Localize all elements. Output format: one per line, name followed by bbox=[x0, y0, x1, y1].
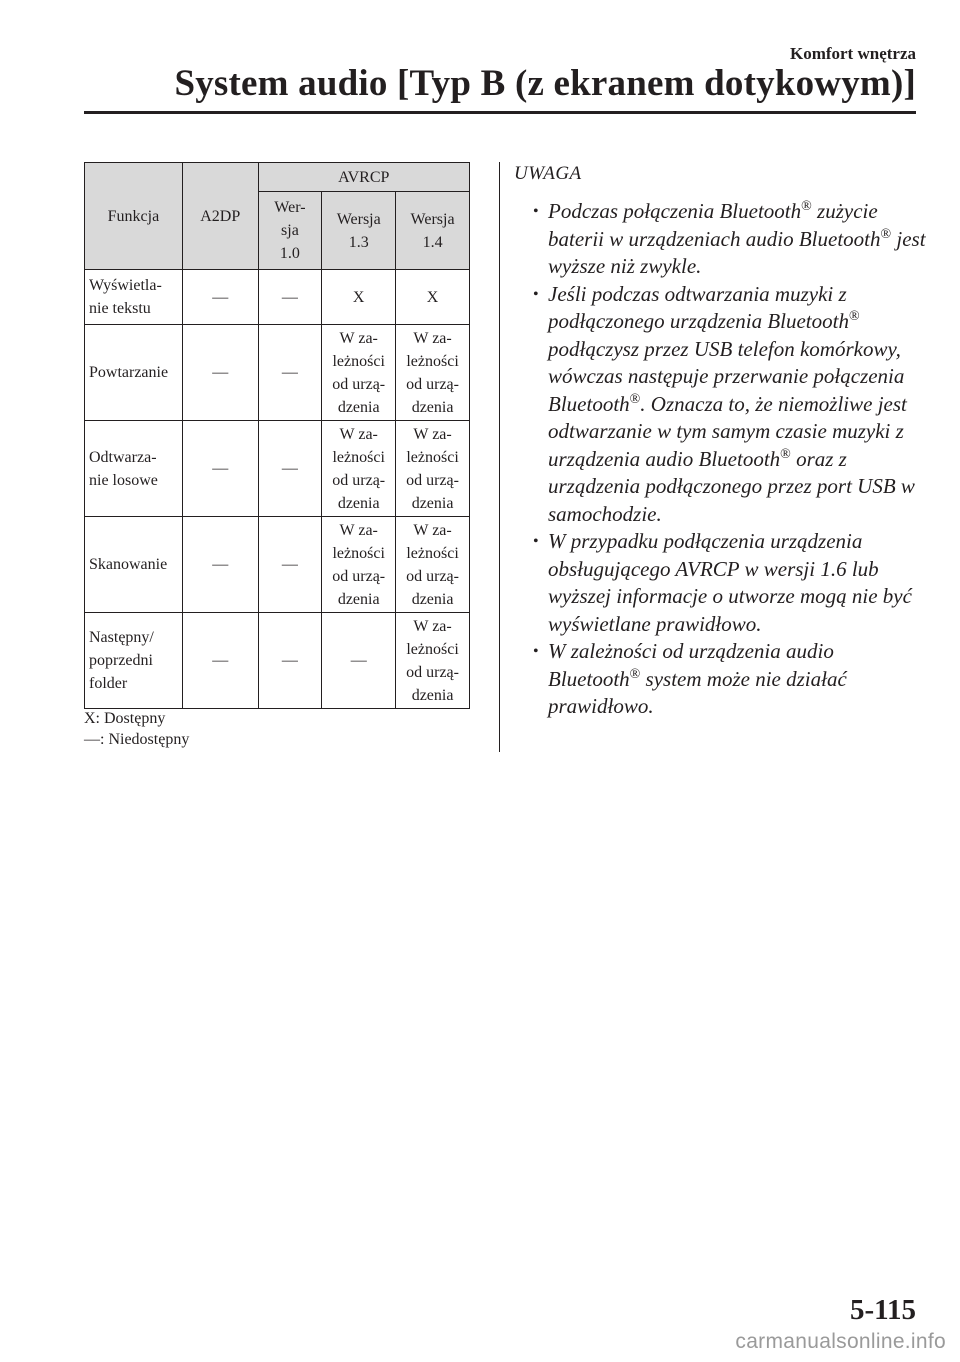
note-item: • W przypadku podłączenia urządzenia obsługującego AVRCP w wersji 1.6 lub wyższej informacje o utworze mogą nie być wyświetlane prawidłowo. bbox=[533, 529, 912, 636]
table-row bbox=[85, 325, 470, 421]
feature-table bbox=[84, 162, 470, 709]
section-label: Komfort wnętrza bbox=[789, 44, 916, 63]
version-1-3-cell: X bbox=[322, 270, 396, 325]
bullet-icon: • bbox=[533, 643, 539, 660]
feature-name: Następny/ poprzedni folder bbox=[85, 613, 183, 709]
table-row bbox=[85, 613, 470, 709]
feature-name: Powtarzanie bbox=[85, 325, 183, 421]
feature-name: Skanowanie bbox=[85, 517, 183, 613]
version-1-3-cell: — bbox=[322, 613, 396, 709]
header-funkcja: Funkcja bbox=[85, 163, 183, 270]
version-1-4-cell: X bbox=[396, 270, 470, 325]
version-1-4-cell: W za- leżności od urzą- dzenia bbox=[396, 613, 470, 709]
version-1-0-cell: — bbox=[258, 325, 322, 421]
header-a2dp: A2DP bbox=[182, 163, 258, 270]
note-heading: UWAGA bbox=[514, 163, 582, 184]
version-1-4-cell: W za- leżności od urzą- dzenia bbox=[396, 325, 470, 421]
version-1-3-cell: W za- leżności od urzą- dzenia bbox=[322, 517, 396, 613]
header-version-1-0: Wer- sja 1.0 bbox=[258, 192, 322, 270]
page-title: System audio [Typ B (z ekranem dotykowym)] bbox=[174, 63, 916, 104]
version-1-4-cell: W za- leżności od urzą- dzenia bbox=[396, 517, 470, 613]
a2dp-cell: — bbox=[182, 421, 258, 517]
version-1-0-cell: — bbox=[258, 517, 322, 613]
version-1-3-cell: W za- leżności od urzą- dzenia bbox=[322, 325, 396, 421]
note-item: • Jeśli podczas odtwarzania muzyki z podłączonego urządzenia Bluetooth® podłączysz przez USB telefon komórkowy, wówczas następuje przerwanie połączenia Bluetooth®. Oznacza to, że niemożliwe jest odtwarzanie w tym samym czasie muzyki z urządzenia audio Bluetooth® oraz z urządzenia podłączonego przez port USB w samochodzie. bbox=[533, 281, 915, 526]
title-rule bbox=[84, 111, 916, 114]
legend-available: X: Dostępny bbox=[84, 710, 166, 727]
a2dp-cell: — bbox=[182, 325, 258, 421]
table-row bbox=[85, 270, 470, 325]
a2dp-cell: — bbox=[182, 613, 258, 709]
note-item: • Podczas połączenia Bluetooth® zużycie baterii w urządzeniach audio Bluetooth® jest wyższe niż zwykle. bbox=[533, 199, 926, 278]
table-legend bbox=[84, 708, 189, 750]
version-1-4-cell: W za- leżności od urzą- dzenia bbox=[396, 421, 470, 517]
feature-name: Odtwarza- nie losowe bbox=[85, 421, 183, 517]
watermark-link[interactable]: carmanualsonline.info bbox=[735, 1330, 946, 1353]
bullet-icon: • bbox=[533, 203, 539, 220]
a2dp-cell: — bbox=[182, 517, 258, 613]
header-version-1-4: Wersja 1.4 bbox=[396, 192, 470, 270]
legend-unavailable: —: Niedostępny bbox=[84, 731, 190, 748]
feature-name: Wyświetla- nie tekstu bbox=[85, 270, 183, 325]
version-1-0-cell: — bbox=[258, 613, 322, 709]
version-1-3-cell: W za- leżności od urzą- dzenia bbox=[322, 421, 396, 517]
table-row bbox=[85, 517, 470, 613]
header-version-1-3: Wersja 1.3 bbox=[322, 192, 396, 270]
column-divider bbox=[499, 162, 500, 752]
table-row bbox=[85, 421, 470, 517]
note-item: • W zależności od urządzenia audio Bluetooth® system może nie działać prawidłowo. bbox=[533, 639, 847, 718]
bullet-icon: • bbox=[533, 285, 539, 303]
header-avrcp: AVRCP bbox=[258, 163, 469, 192]
bullet-icon: • bbox=[533, 533, 539, 550]
page-number: 5-115 bbox=[849, 1294, 916, 1326]
version-1-0-cell: — bbox=[258, 421, 322, 517]
a2dp-cell: — bbox=[182, 270, 258, 325]
note-list bbox=[530, 198, 930, 721]
version-1-0-cell: — bbox=[258, 270, 322, 325]
